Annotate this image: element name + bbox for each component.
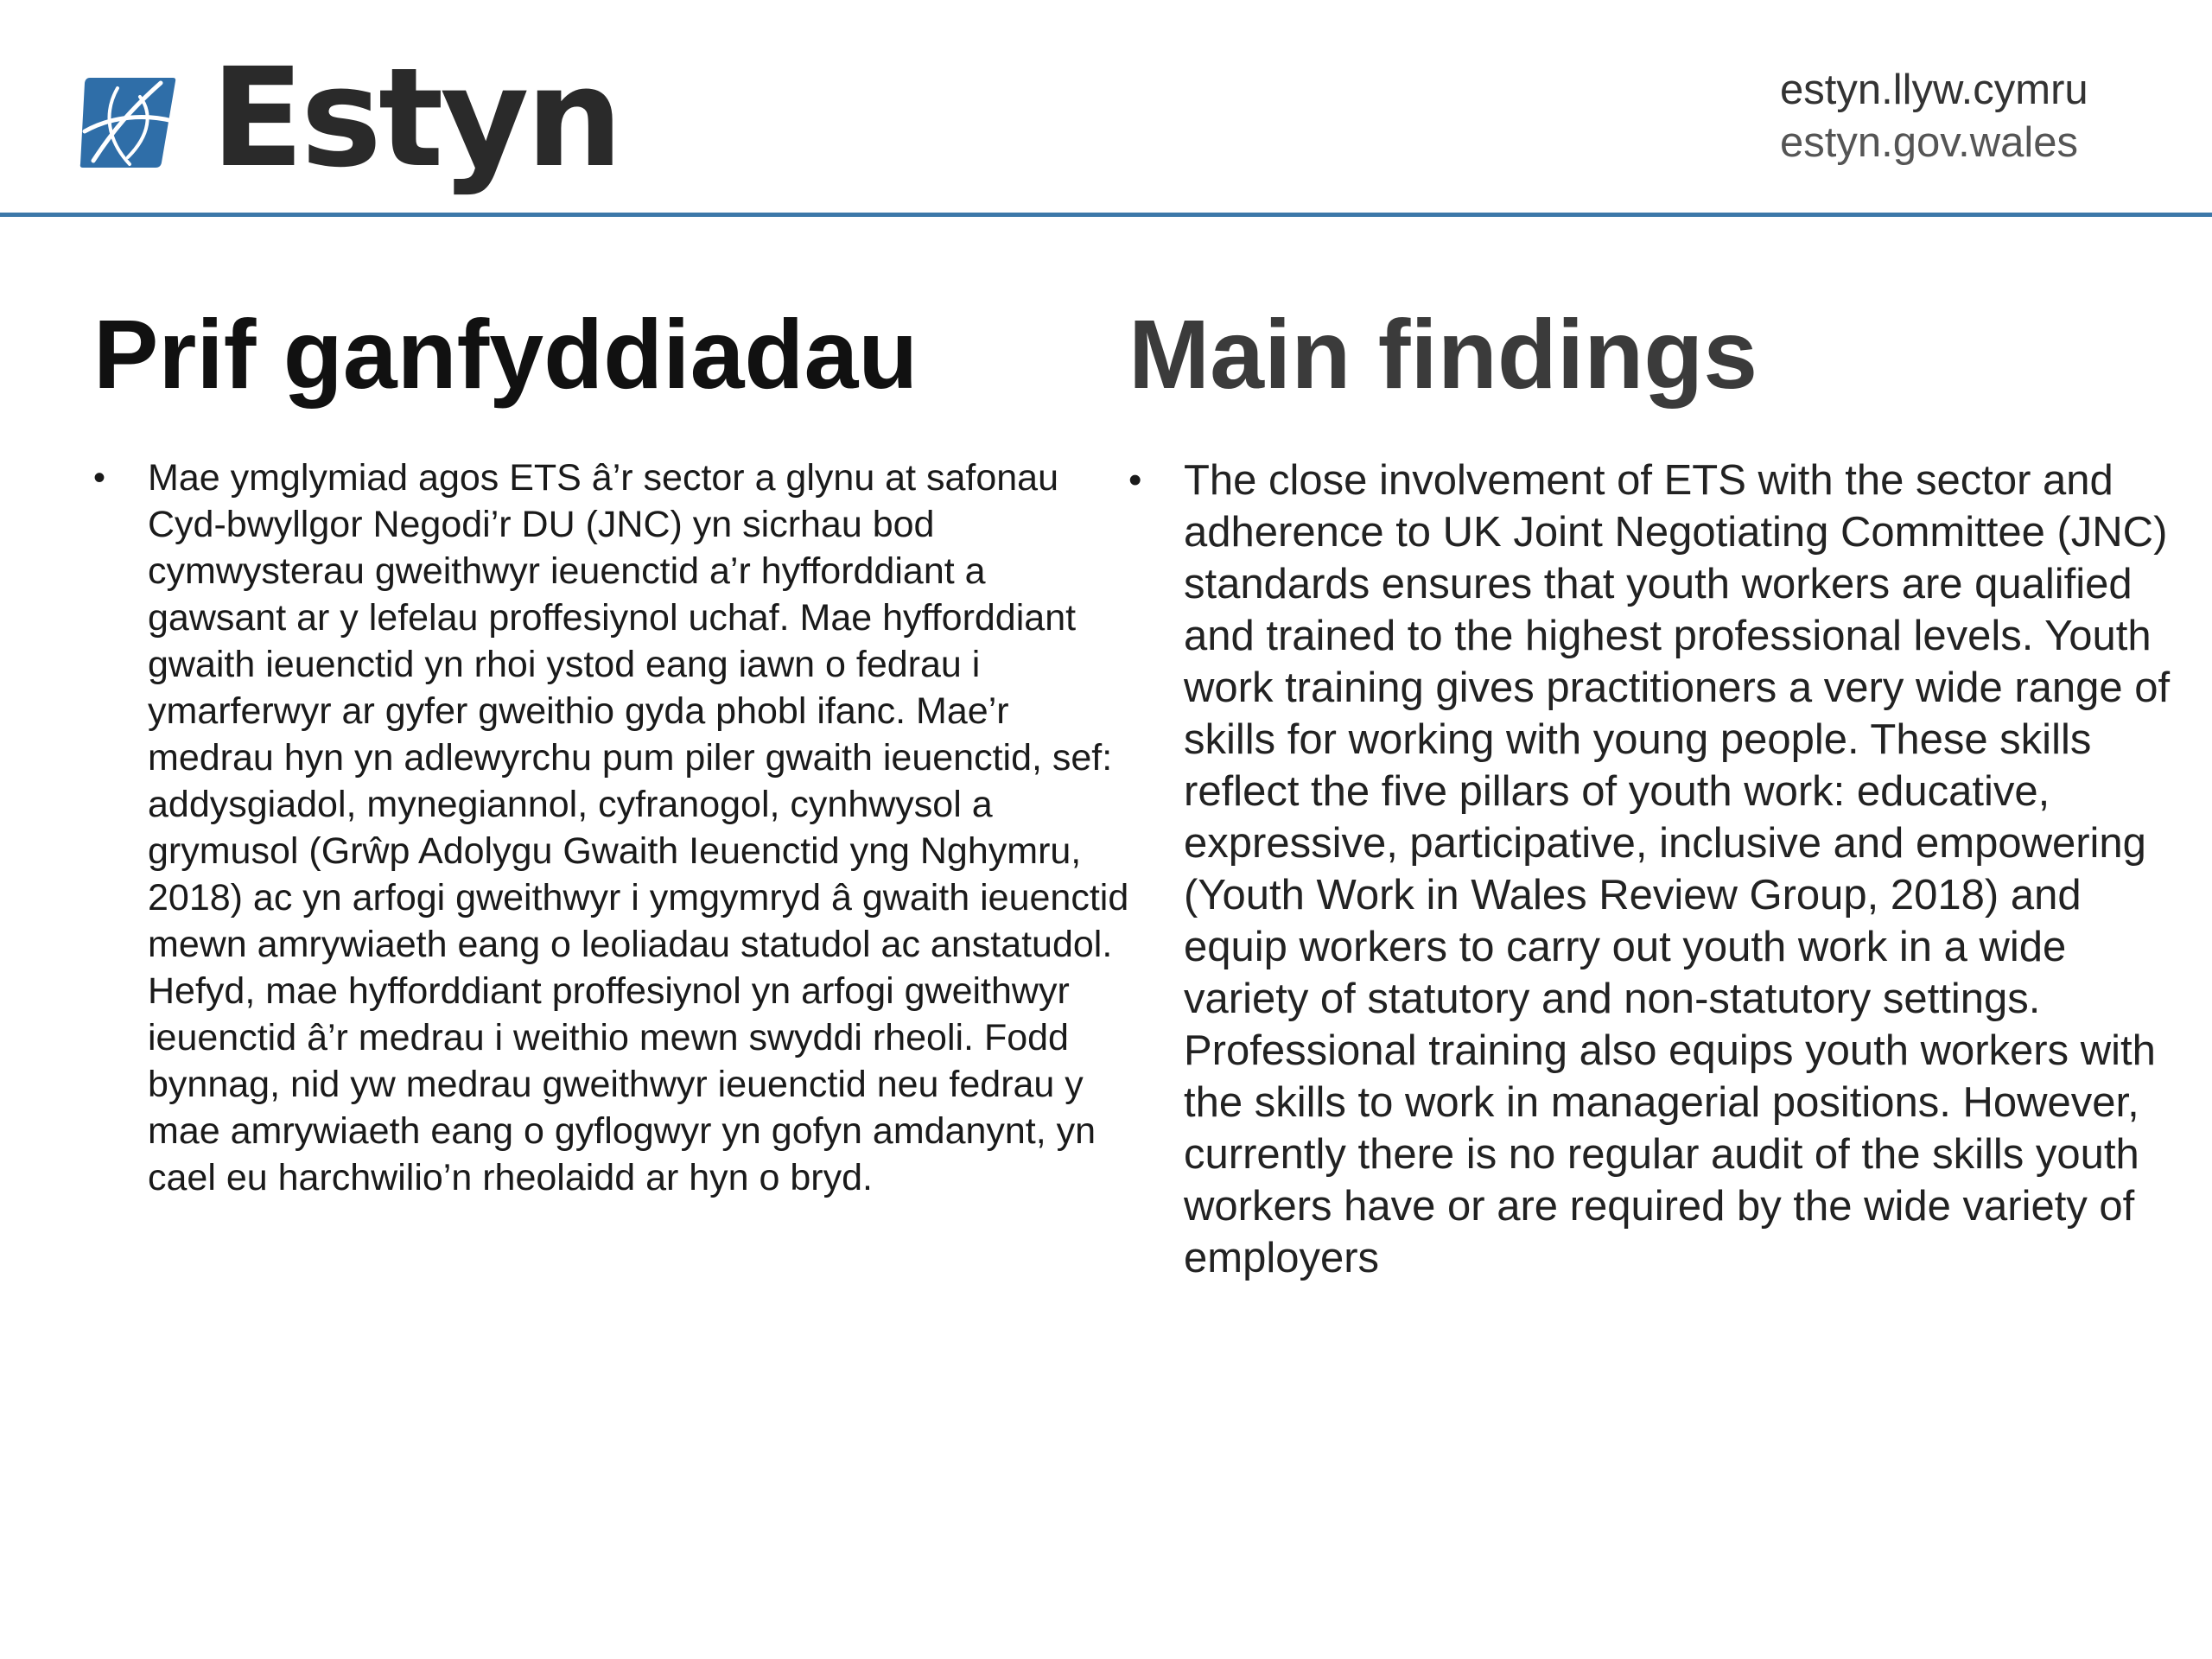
english-column xyxy=(1128,294,2183,1284)
english-finding-text: The close involvement of ETS with the sector and adherence to UK Joint Negotiating Committee (JNC) standards ensures that youth workers are qualified and trained to the highest professional levels. Youth work training gives practitioners a very wide range of skills for working with young people. These skills reflect the five pillars of youth work: educative, expressive, participative, inclusive and empowering (Youth Work in Wales Review Group, 2018) and equip workers to carry out youth work in a wide variety of statutory and non-statutory settings. Professional training also equips youth workers with the skills to work in managerial positions. However, currently there is no regular audit of the skills youth workers have or are required by the wide variety of employers xyxy=(1184,457,2171,1281)
estyn-logo-icon xyxy=(78,71,180,173)
welsh-finding-item xyxy=(93,454,1129,1201)
site-urls xyxy=(1780,64,2088,169)
brand-name: Estyn xyxy=(211,39,620,198)
bullet-icon: • xyxy=(1128,459,1142,501)
url-welsh: estyn.llyw.cymru xyxy=(1780,67,2088,113)
page-header xyxy=(0,0,2212,216)
welsh-finding-text: Mae ymglymiad agos ETS â’r sector a glynu at safonau Cyd-bwyllgor Negodi’r DU (JNC) yn sicrhau bod cymwysterau gweithwyr ieuenctid a’r hyfforddiant a gawsant ar y lefelau proffesiynol uchaf. Mae hyfforddiant gwaith ieuenctid yn rhoi ystod eang iawn o fedrau i ymarferwyr ar gyfer gweithio gyda phobl ifanc. Mae’r medrau hyn yn adlewyrchu pum piler gwaith ieuenctid, sef: addysgiadol, mynegiannol, cyfranogol, cynhwysol a grymusol (Grŵp Adolygu Gwaith Ieuenctid yng Nghymru, 2018) ac yn arfogi gweithwyr i ymgymryd â gwaith ieuenctid mewn amrywiaeth eang o leoliadau statudol ac anstatudol. Hefyd, mae hyfforddiant proffesiynol yn arfogi gweithwyr ieuenctid â’r medrau i weithio mewn swyddi rheoli. Fodd bynnag, nid yw medrau gweithwyr ieuenctid neu fedrau y mae amrywiaeth eang o gyflogwyr yn gofyn amdanynt, yn cael eu harchwilio’n rheolaidd ar hyn o bryd. xyxy=(148,457,1129,1198)
english-finding-item xyxy=(1128,454,2183,1284)
english-heading: Main findings xyxy=(1128,300,1758,409)
estyn-logo xyxy=(78,39,620,198)
url-english: estyn.gov.wales xyxy=(1780,119,2078,166)
welsh-column xyxy=(93,294,1129,1201)
welsh-heading: Prif ganfyddiadau xyxy=(93,300,918,409)
header-divider xyxy=(0,213,2212,217)
bullet-icon: • xyxy=(93,459,106,497)
